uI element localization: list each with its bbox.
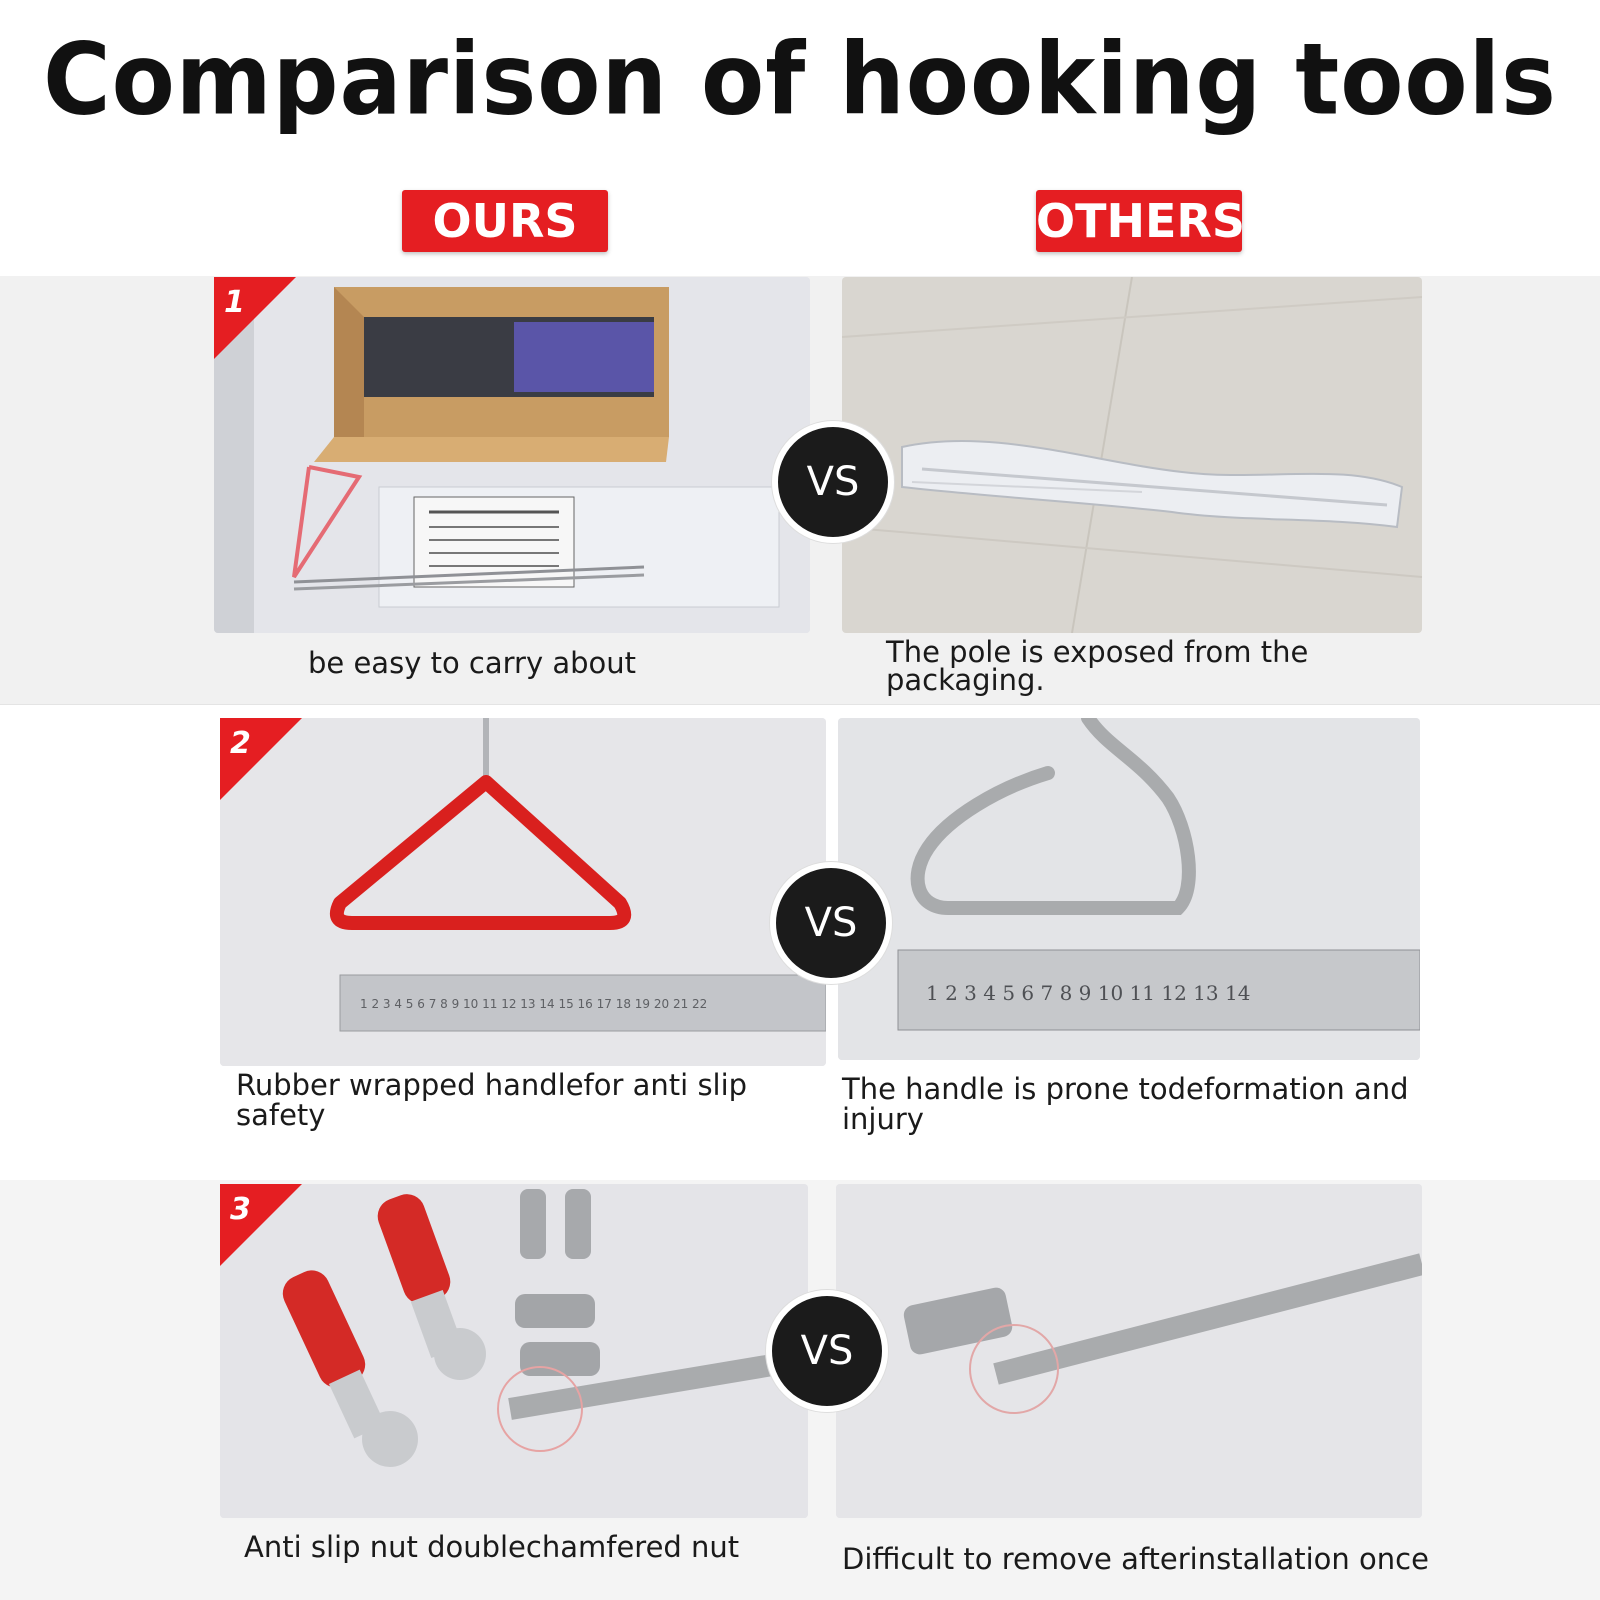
row-2-ours-caption: Rubber wrapped handlefor anti slip safety: [236, 1068, 748, 1132]
row-3-others-caption: Difficult to remove afterinstallation once: [842, 1542, 1429, 1576]
row-3-number-ribbon: [220, 1184, 302, 1266]
vs-circle-icon: VS: [766, 1290, 888, 1412]
row-2-number-ribbon: [220, 718, 302, 800]
row-3-ours-caption: Anti slip nut doublechamfered nut: [244, 1530, 740, 1564]
ours-packaging-photo: [214, 277, 810, 633]
row-1-number-ribbon: [214, 277, 296, 359]
row-3-number: 3: [230, 1192, 251, 1227]
ours-badge: OURS: [402, 190, 608, 252]
row-1-others-caption: The pole is exposed from the packaging.: [886, 635, 1309, 697]
row-1-ours-caption: be easy to carry about: [308, 646, 637, 680]
ours-red-handle-photo: [220, 718, 826, 1066]
row-2-number: 2: [230, 726, 251, 761]
others-rod-nut-photo: [836, 1184, 1422, 1518]
vs-circle-icon: VS: [772, 421, 894, 543]
row-divider: [0, 704, 1600, 705]
ours-wrench-nut-photo: [220, 1184, 808, 1518]
others-steel-handle-photo: [838, 718, 1420, 1060]
row-2-others-caption: The handle is prone todeformation and injury: [842, 1072, 1409, 1136]
vs-circle-icon: VS: [770, 862, 892, 984]
others-packaging-photo: [842, 277, 1422, 633]
others-badge: OTHERS: [1036, 190, 1242, 252]
svg-text:1 2 3 4 5 6 7 8 9 10 11 12 13: 1 2 3 4 5 6 7 8 9 10 11 12 13 14 15 16 17 18 19 20 21 22: [360, 997, 708, 1011]
svg-text:1 2 3 4 5 6 7 8 9 10: 1 2 3 4 5 6 7 8 9 10 11 12 13 14: [926, 981, 1251, 1005]
row-1-number: 1: [224, 285, 245, 320]
page-title: Comparison of hooking tools: [43, 21, 1557, 138]
